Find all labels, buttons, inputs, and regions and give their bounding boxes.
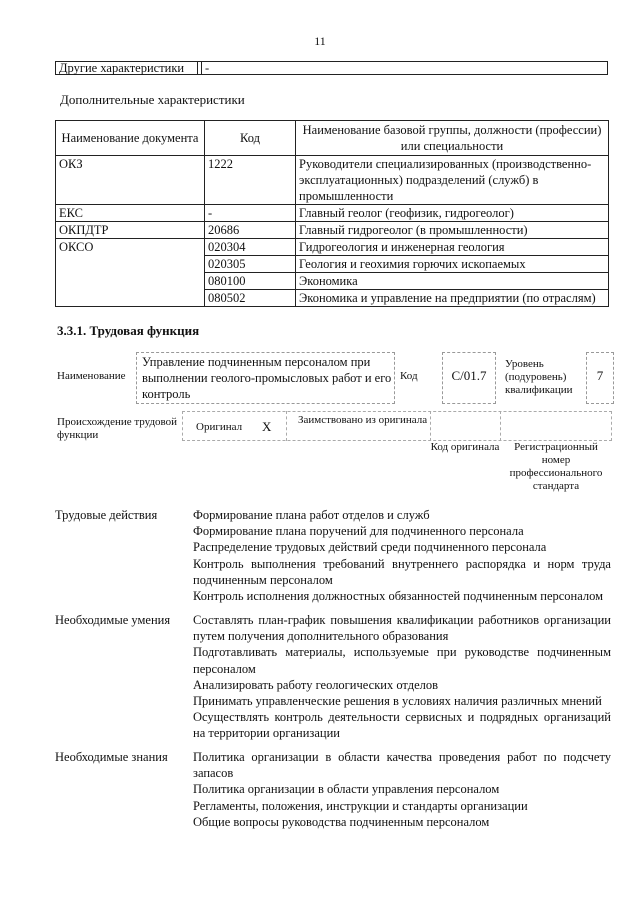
list-item: Контроль выполнения требований внутреннего распорядка и норм труда подчиненным персоналом <box>193 556 611 587</box>
table-row <box>56 156 609 205</box>
table-row <box>56 256 609 273</box>
required-skills-section <box>55 612 611 742</box>
list-item: Принимать управленческие решения в условиях наличия различных мнений <box>193 694 602 709</box>
cell-code: 020305 <box>205 256 296 273</box>
cell-code: 080502 <box>205 290 296 307</box>
list-item: Составлять план-график повышения квалификации работников организации путем получения дополнительного образования <box>193 613 611 644</box>
registration-number-caption: Регистрационный номер профессионального стандарта <box>509 441 603 492</box>
list-item: Распределение трудовых действий среди подчиненного персонала <box>193 540 547 555</box>
cell-document: ОКПДТР <box>56 222 205 239</box>
cell-code: 20686 <box>205 222 296 239</box>
other-characteristics-value: - <box>205 61 210 75</box>
table-row <box>56 222 609 239</box>
list-item: Политика организации в области качества проведения работ по подсчету запасов <box>193 750 611 781</box>
list-item: Контроль исполнения должностных обязанностей подчиненным персоналом <box>193 589 604 604</box>
list-item: Общие вопросы руководства подчиненным персоналом <box>193 814 490 829</box>
cell-document: ОКЗ <box>56 156 205 205</box>
list-item: Формирование плана работ отделов и служб <box>193 508 430 522</box>
list-item: Осуществлять контроль деятельности сервисных и подрядных организаций на территории организации <box>193 710 611 741</box>
cell-name: Руководители специализированных (производственно-эксплуатационных) подразделений (служб) в промышленности <box>296 156 609 205</box>
additional-characteristics-heading: Дополнительные характеристики <box>60 92 245 107</box>
name-label: Наименование <box>57 370 126 382</box>
cell-name: Геология и геохимия горючих ископаемых <box>296 256 609 273</box>
level-label: Уровень (подуровень) квалификации <box>505 358 573 396</box>
cell-document <box>56 290 205 307</box>
required-knowledge-section <box>55 749 611 830</box>
labor-function-title: 3.3.1. Трудовая функция <box>57 323 200 338</box>
cell-name: Гидрогеология и инженерная геология <box>296 239 609 256</box>
original-code-caption: Код оригинала <box>430 441 500 453</box>
cell-document: ЕКС <box>56 205 205 222</box>
cell-name: Экономика и управление на предприятии (по отраслям) <box>296 290 609 307</box>
list-item: Регламенты, положения, инструкции и стандарты организации <box>193 798 528 813</box>
labor-function-code: C/01.7 <box>451 368 487 383</box>
labor-actions-section <box>55 507 611 604</box>
original-mark: X <box>262 419 272 434</box>
list-item: Подготавливать материалы, используемые при руководстве подчиненным персоналом <box>193 645 611 676</box>
cell-code: 020304 <box>205 239 296 256</box>
table-row <box>56 239 609 256</box>
code-label: Код <box>400 370 418 382</box>
cell-document <box>56 273 205 290</box>
column-header-name: Наименование базовой группы, должности (профессии) или специальности <box>296 121 609 156</box>
list-item: Политика организации в области управления персоналом <box>193 782 500 797</box>
cell-name: Экономика <box>296 273 609 290</box>
column-header-code: Код <box>205 121 296 156</box>
section-label: Необходимые умения <box>55 613 171 627</box>
table-row <box>56 290 609 307</box>
section-label: Трудовые действия <box>55 508 158 522</box>
labor-function-name: Управление подчиненным персоналом при выполнении геолого-промысловых работ и его контроль <box>142 355 392 401</box>
cell-code: 1222 <box>205 156 296 205</box>
list-item: Формирование плана поручений для подчиненного персонала <box>193 524 524 539</box>
table-row <box>56 273 609 290</box>
cell-name: Главный гидрогеолог (в промышленности) <box>296 222 609 239</box>
cell-name: Главный геолог (геофизик, гидрогеолог) <box>296 205 609 222</box>
list-item: Анализировать работу геологических отделов <box>193 677 439 692</box>
qualification-level: 7 <box>596 368 604 383</box>
other-characteristics-row <box>55 61 608 75</box>
column-header-document: Наименование документа <box>56 121 205 156</box>
original-label: Оригинал <box>196 421 243 433</box>
cell-document: ОКСО <box>56 239 205 256</box>
cell-document <box>56 256 205 273</box>
page-number: 11 <box>314 34 326 48</box>
origin-label: Происхождение трудовой функции <box>57 416 178 441</box>
additional-characteristics-table <box>55 120 609 307</box>
cell-code: 080100 <box>205 273 296 290</box>
cell-code: - <box>205 205 296 222</box>
table-row <box>56 205 609 222</box>
section-label: Необходимые знания <box>55 750 168 764</box>
other-characteristics-label: Другие характеристики <box>59 61 185 75</box>
borrowed-label: Заимствовано из оригинала <box>298 414 428 426</box>
